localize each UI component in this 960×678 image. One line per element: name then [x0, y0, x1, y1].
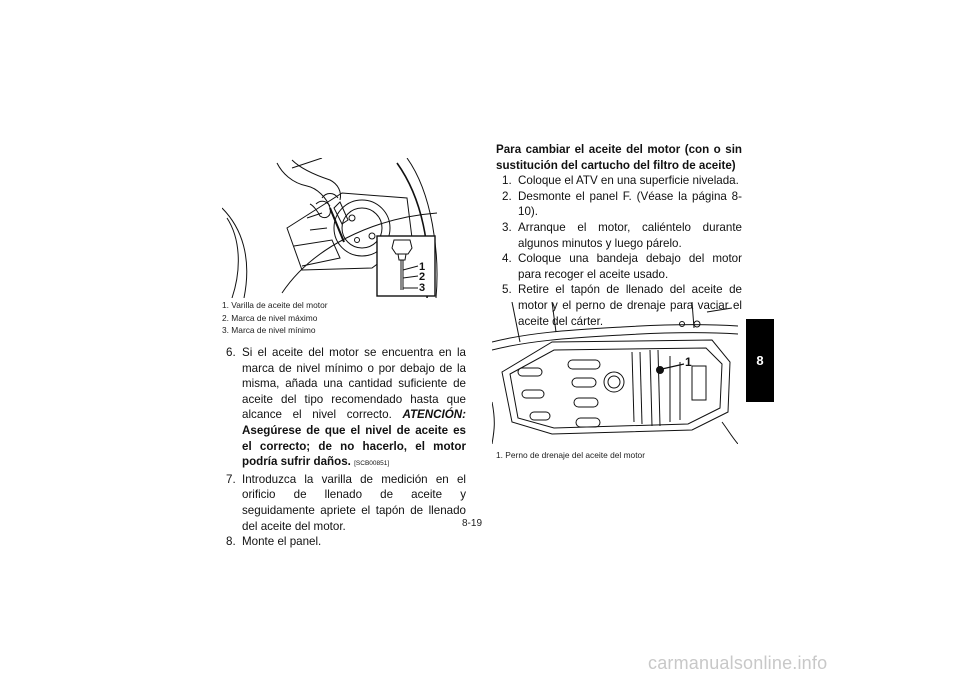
step-text: Coloque una bandeja debajo del motor para recoger el aceite usado. — [518, 252, 742, 281]
step-number: 5. — [502, 283, 512, 297]
dipstick-illustration — [222, 158, 442, 298]
step-text — [242, 345, 466, 472]
step-number: 6. — [226, 346, 236, 359]
step-text: Introduzca la varilla de medición en el orificio de llenado de aceite y seguidamente apriete el tapón de llenado del aceite del motor. — [242, 472, 466, 533]
step-text: Coloque el ATV en una superficie nivelada. — [518, 174, 739, 188]
step-7 — [226, 472, 466, 534]
step-text: Monte el panel. — [242, 535, 322, 549]
caption-item: 2. Marca de nivel máximo — [222, 312, 318, 323]
drain-bolt-label-1: 1 — [685, 355, 692, 369]
step-number: 4. — [502, 252, 512, 266]
watermark: carmanualsonline.info — [648, 653, 828, 673]
section-heading: Para cambiar el aceite del motor (con o sin sustitución del cartucho del filtro de aceite) — [496, 143, 742, 172]
drain-bolt-figure-caption — [496, 449, 645, 462]
step-3 — [502, 220, 742, 251]
step-text: Retire el tapón de llenado del aceite de motor y el perno de drenaje para vaciar el aceite del cárter. — [518, 283, 742, 328]
left-column-steps — [226, 345, 466, 550]
step-6 — [226, 345, 466, 472]
dipstick-figure — [222, 158, 442, 298]
step-2 — [502, 189, 742, 220]
caption-item: 1. Perno de drenaje del aceite del motor — [496, 450, 645, 460]
step-text-main: Si el aceite del motor se encuentra en la marca de nivel mínimo o por debajo de la misma, añada una cantidad suficiente de aceite del tipo recomendado hasta que alcance el nivel correcto. — [242, 346, 466, 422]
step-text: Arranque el motor, caliéntelo durante algunos minutos y luego párelo. — [518, 220, 742, 250]
reference-code: [SCB00851] — [354, 460, 390, 468]
dipstick-label-1: 1 — [419, 261, 426, 273]
step-number: 7. — [226, 472, 236, 486]
page-number: 8-19 — [462, 518, 483, 529]
dipstick-figure-captions — [222, 299, 328, 337]
drain-bolt-illustration — [492, 302, 738, 444]
drain-bolt-figure — [492, 302, 738, 444]
step-number: 3. — [502, 220, 512, 234]
step-1 — [502, 173, 742, 189]
caption-item: 3. Marca de nivel mínimo — [222, 325, 316, 336]
step-4 — [502, 251, 742, 282]
chapter-tab: 8 — [746, 319, 774, 402]
dipstick-label-3: 3 — [419, 282, 426, 294]
step-8 — [226, 534, 466, 550]
step-text: Desmonte el panel F. (Véase la página 8-10). — [518, 189, 742, 219]
caution-label: ATENCIÓN: — [402, 408, 466, 422]
caution-text: Asegúrese de que el nivel de aceite es el correcto; de no hacerlo, el motor podría sufrir daños. — [242, 423, 466, 469]
step-number: 8. — [226, 535, 236, 549]
dipstick-label-2: 2 — [419, 271, 426, 283]
caption-item: 1. Varilla de aceite del motor — [222, 300, 328, 310]
step-number: 1. — [502, 174, 512, 188]
step-number: 2. — [502, 189, 512, 203]
